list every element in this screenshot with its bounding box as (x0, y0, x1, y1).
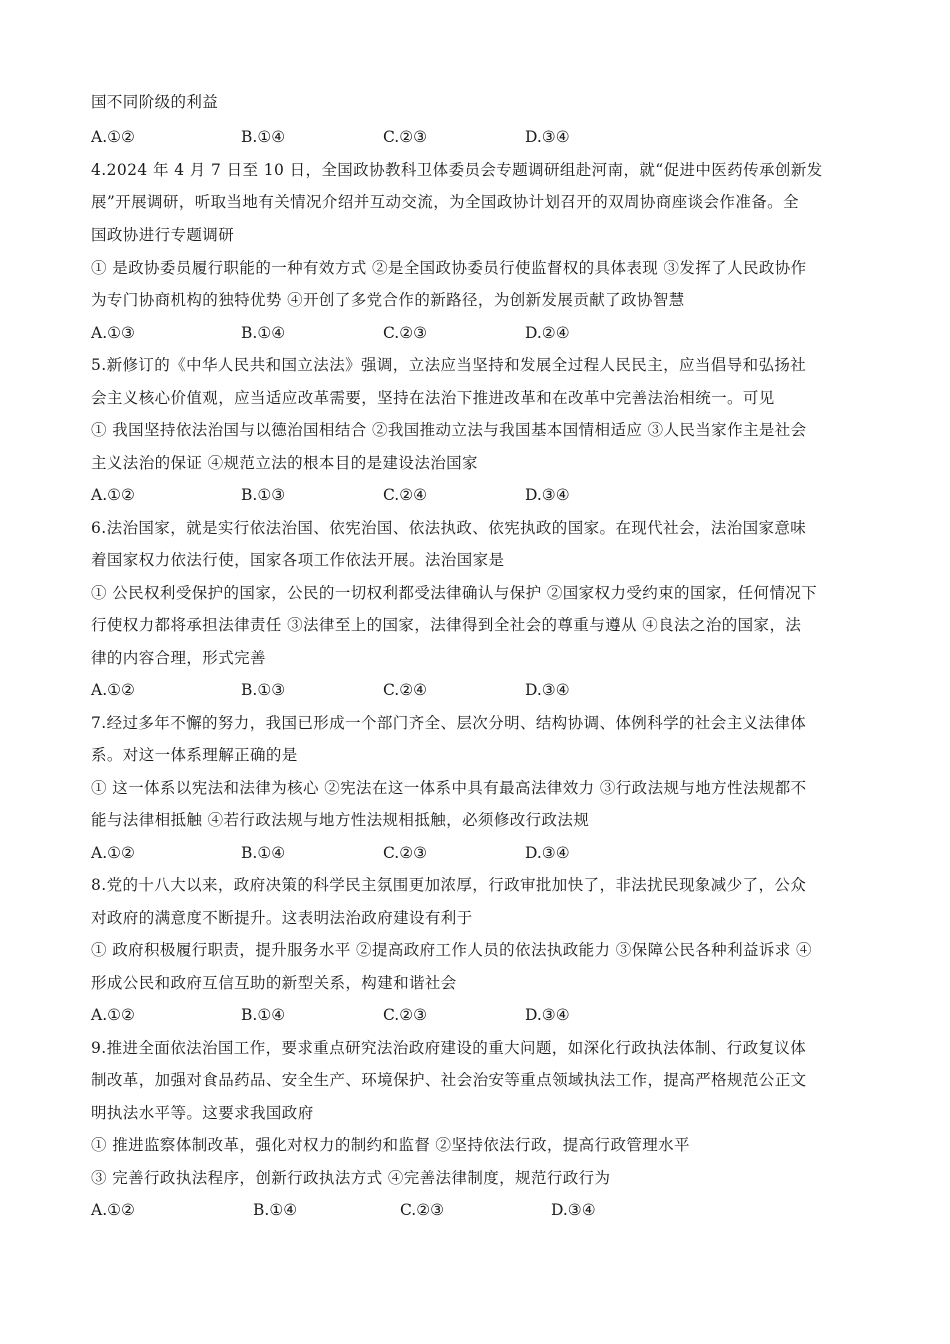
question-stem: 会主义核心价值观，应当适应改革需要，坚持在法治下推进改革和在改革中完善法治相统一。可见 (91, 389, 775, 407)
statement-line: ① 我国坚持依法治国与以德治国相结合 ②我国推动立法与我国基本国情相适应 ③人民当家作主是社会 (91, 421, 807, 439)
option-c: C.②③ (383, 128, 428, 146)
question-stem: 7.经过多年不懈的努力，我国已形成一个部门齐全、层次分明、结构协调、体例科学的社会主义法律体 (91, 714, 807, 732)
question-stem: 对政府的满意度不断提升。这表明法治政府建设有利于 (91, 909, 473, 927)
statement-line: ① 这一体系以宪法和法律为核心 ②宪法在这一体系中具有最高法律效力 ③行政法规与地方性法规都不 (91, 779, 807, 797)
statement-line: ③ 完善行政执法程序，创新行政执法方式 ④完善法律制度，规范行政行为 (91, 1169, 611, 1187)
question-stem: 着国家权力依法行使，国家各项工作依法开展。法治国家是 (91, 551, 505, 569)
question-stem: 6.法治国家，就是实行依法治国、依宪治国、依法执政、依宪执政的国家。在现代社会，法治国家意味 (91, 519, 807, 537)
question-stem: 系。对这一体系理解正确的是 (91, 746, 298, 764)
statement-line: ① 是政协委员履行职能的一种有效方式 ②是全国政协委员行使监督权的具体表现 ③发挥了人民政协作 (91, 259, 807, 277)
option-a: A.①② (91, 1006, 135, 1024)
question-stem: 国政协进行专题调研 (91, 226, 235, 244)
question-stem: 8.党的十八大以来，政府决策的科学民主氛围更加浓厚，行政审批加快了，非法扰民现象减少了，公众 (91, 876, 807, 894)
statement-line: ① 政府积极履行职责，提升服务水平 ②提高政府工作人员的依法执政能力 ③保障公民各种利益诉求 ④ (91, 941, 812, 959)
statement-line: 主义法治的保证 ④规范立法的根本目的是建设法治国家 (91, 454, 478, 472)
option-b: B.①④ (241, 844, 286, 862)
option-d: D.③④ (525, 844, 570, 862)
option-b: B.①④ (253, 1201, 298, 1219)
statement-line: 能与法律相抵触 ④若行政法规与地方性法规相抵触，必须修改行政法规 (91, 811, 590, 829)
option-d: D.③④ (525, 681, 570, 699)
option-d: D.③④ (525, 486, 570, 504)
option-c: C.②③ (383, 844, 428, 862)
question-stem: 制改革，加强对食品药品、安全生产、环境保护、社会治安等重点领域执法工作，提高严格规范公正文 (91, 1071, 807, 1089)
option-c: C.②④ (383, 486, 428, 504)
option-a: A.①② (91, 681, 135, 699)
option-a: A.①② (91, 128, 135, 146)
question-stem: 4.2024 年 4 月 7 日至 10 日，全国政协教科卫体委员会专题调研组赴河南，就“促进中医药传承创新发 (91, 161, 823, 179)
option-c: C.②③ (400, 1201, 445, 1219)
option-b: B.①③ (241, 681, 286, 699)
option-a: A.①② (91, 1201, 135, 1219)
question-stem: 明执法水平等。这要求我国政府 (91, 1104, 314, 1122)
question-stem: 展”开展调研，听取当地有关情况介绍并互动交流，为全国政协计划召开的双周协商座谈会作准备。全 (91, 193, 799, 211)
option-a: A.①③ (91, 324, 135, 342)
statement-line: 为专门协商机构的独特优势 ④开创了多党合作的新路径，为创新发展贡献了政协智慧 (91, 291, 685, 309)
option-d: D.③④ (525, 1006, 570, 1024)
option-b: B.①④ (241, 324, 286, 342)
option-a: A.①② (91, 486, 135, 504)
statement-line: ① 公民权利受保护的国家，公民的一切权利都受法律确认与保护 ②国家权力受约束的国家，任何情况下 (91, 584, 818, 602)
option-c: C.②④ (383, 681, 428, 699)
option-b: B.①④ (241, 1006, 286, 1024)
statement-line: ① 推进监察体制改革，强化对权力的制约和监督 ②坚持依法行政，提高行政管理水平 (91, 1136, 690, 1154)
option-c: C.②③ (383, 1006, 428, 1024)
statement-line: 行使权力都将承担法律责任 ③法律至上的国家，法律得到全社会的尊重与遵从 ④良法之治的国家，法 (91, 616, 802, 634)
question-text-line: 国不同阶级的利益 (91, 93, 219, 111)
statement-line: 形成公民和政府互信互助的新型关系，构建和谐社会 (91, 974, 457, 992)
option-d: D.③④ (525, 128, 570, 146)
option-d: D.②④ (525, 324, 570, 342)
question-stem: 9.推进全面依法治国工作，要求重点研究法治政府建设的重大问题，如深化行政执法体制、行政复议体 (91, 1039, 807, 1057)
statement-line: 律的内容合理，形式完善 (91, 649, 266, 667)
option-b: B.①③ (241, 486, 286, 504)
option-c: C.②③ (383, 324, 428, 342)
option-d: D.③④ (551, 1201, 596, 1219)
question-stem: 5.新修订的《中华人民共和国立法法》强调，立法应当坚持和发展全过程人民民主，应当倡导和弘扬社 (91, 356, 807, 374)
option-a: A.①② (91, 844, 135, 862)
option-b: B.①④ (241, 128, 286, 146)
